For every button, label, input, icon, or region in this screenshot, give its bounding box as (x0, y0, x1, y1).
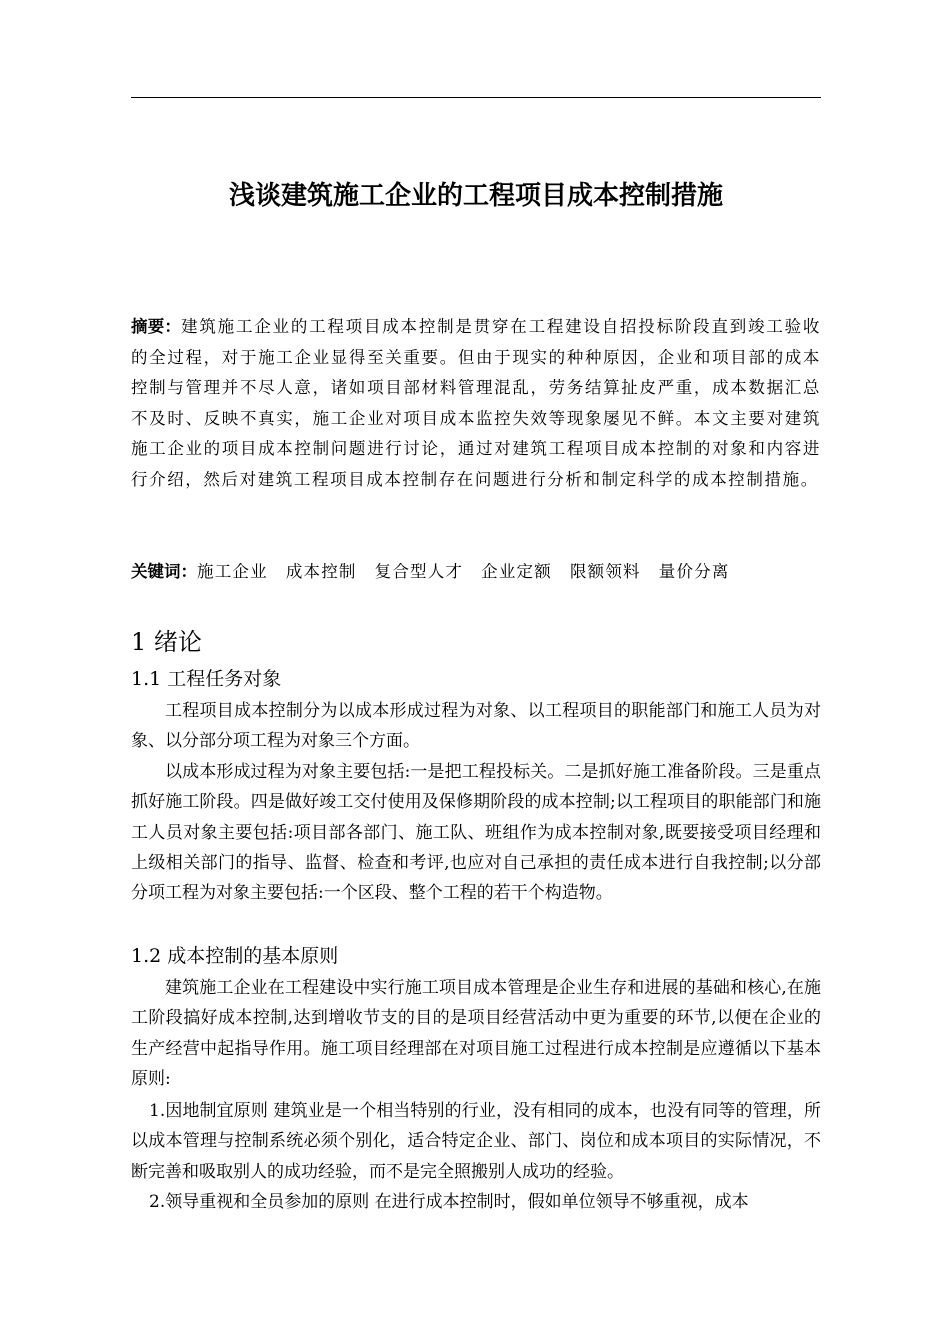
keyword: 施工企业 (197, 562, 268, 581)
section-heading: 1 绪论 (131, 628, 202, 656)
paragraph: 以成本形成过程为对象主要包括:一是把工程投标关。二是抓好施工准备阶段。三是重点抓好施工阶段。四是做好竣工交付使用及保修期阶段的成本控制;以工程项目的职能部门和施工人员对象主要包括:项目部各部门、施工队、班组作为成本控制对象,既要接受项目经理和上级相关部门的指导、监督、检查和考评,也应对自己承担的责任成本进行自我控制;以分部分项工程为对象主要包括:一个区段、整个工程的若干个构造物。 (131, 762, 821, 904)
subsection-number: 1.1 (131, 668, 162, 690)
subsection-heading (131, 664, 281, 694)
keyword: 成本控制 (285, 562, 357, 581)
list-item: 1.因地制宜原则 建筑业是一个相当特别的行业，没有相同的成本，也没有同等的管理，所以成本管理与控制系统必须个别化，适合特定企业、部门、岗位和成本项目的实际情况，不断完善和吸取别人的成功经验，而不是完全照搬别人成功的经验。 (131, 1101, 821, 1182)
keywords (131, 557, 821, 587)
document-title: 浅谈建筑施工企业的工程项目成本控制措施 (228, 181, 723, 211)
subsection-heading (131, 941, 338, 971)
keyword: 企业定额 (481, 562, 552, 581)
paragraph: 建筑施工企业在工程建设中实行施工项目成本管理是企业生存和进展的基础和核心,在施工阶段搞好成本控制,达到增收节支的目的是项目经营活动中更为重要的环节,以便在企业的生产经营中起指导作用。施工项目经理部在对项目施工过程进行成本控制是应遵循以下基本原则: (131, 978, 821, 1089)
abstract (131, 312, 821, 495)
keyword: 限额领料 (569, 562, 641, 581)
header-rule (131, 97, 821, 98)
abstract-text: 建筑施工企业的工程项目成本控制是贯穿在工程建设自招投标阶段直到竣工验收的全过程，对于施工企业显得至关重要。但由于现实的种种原因，企业和项目部的成本控制与管理并不尽人意，诸如项目部材料管理混乱，劳务结算扯皮严重，成本数据汇总不及时、反映不真实，施工企业对项目成本监控失效等现象屡见不鲜。本文主要对建筑施工企业的项目成本控制问题进行讨论，通过对建筑工程项目成本控制的对象和内容进行介绍，然后对建筑工程项目成本控制存在问题进行分析和制定科学的成本控制措施。 (131, 317, 822, 489)
list-item: 2.领导重视和全员参加的原则 在进行成本控制时，假如单位领导不够重视，成本 (149, 1192, 749, 1212)
keyword: 量价分离 (658, 562, 730, 581)
subsection-title: 工程任务对象 (167, 668, 282, 690)
paragraph: 工程项目成本控制分为以成本形成过程为对象、以工程项目的职能部门和施工人员为对象、以分部分项工程为对象三个方面。 (131, 701, 821, 752)
subsection-title: 成本控制的基本原则 (167, 945, 339, 967)
abstract-label: 摘要： (131, 317, 182, 336)
keyword: 复合型人才 (374, 562, 464, 581)
keywords-label: 关键词： (131, 562, 197, 581)
subsection-number: 1.2 (131, 945, 162, 967)
